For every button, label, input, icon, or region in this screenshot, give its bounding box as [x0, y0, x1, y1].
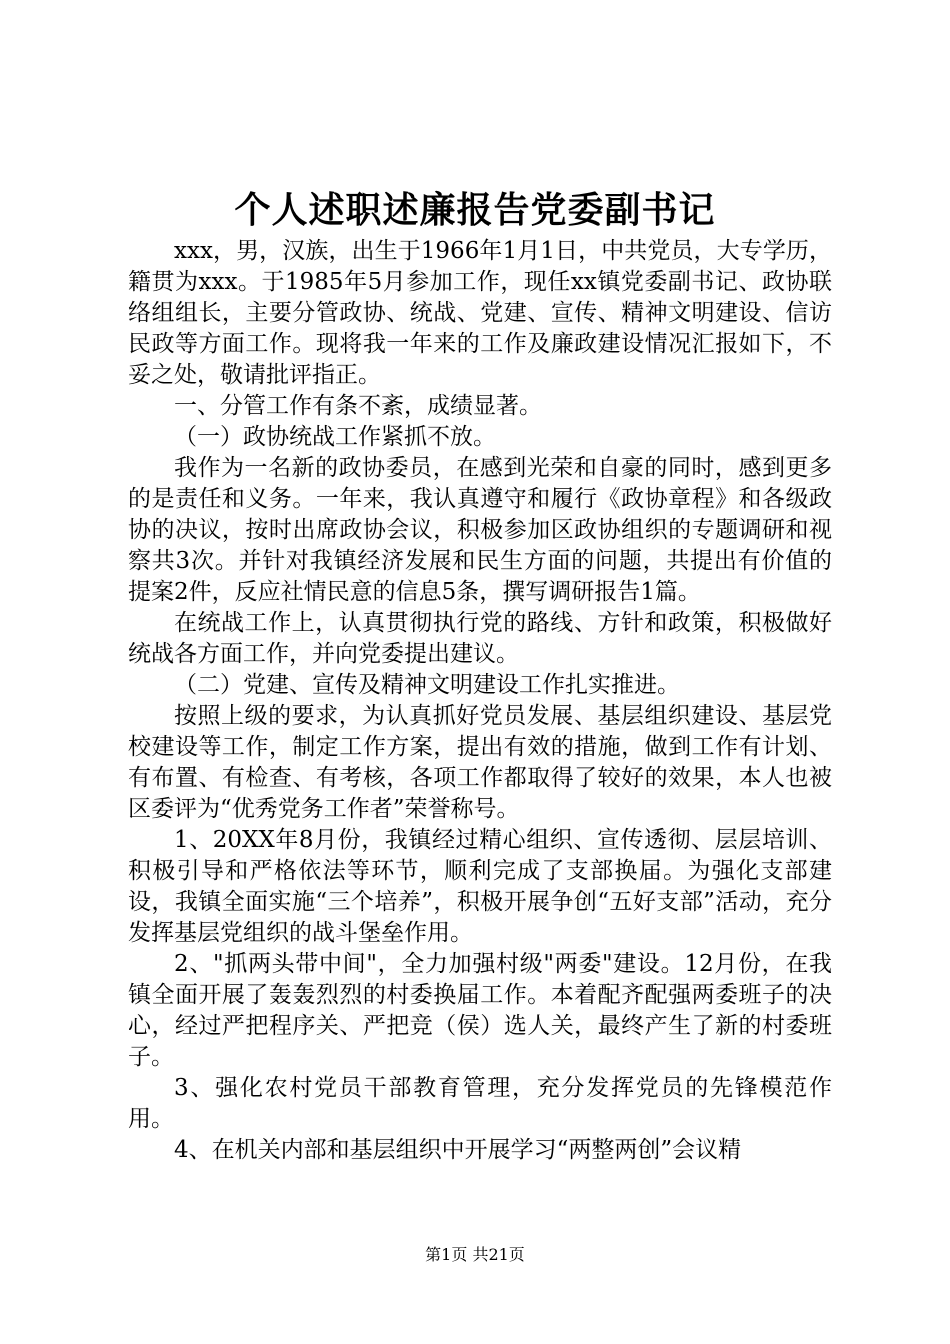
paragraph-intro: xxx，男，汉族，出生于1966年1月1日，中共党员，大专学历，籍贯为xxx。于1985年5月参加工作，现任xx镇党委副书记、政协联络组组长，主要分管政协、统战、党建、宣传、精神文明建设、信访民政等方面工作。现将我一年来的工作及廉政建设情况汇报如下，不妥之处，敬请批评指正。: [128, 238, 832, 388]
paragraph: 在统战工作上，认真贯彻执行党的路线、方针和政策，积极做好统战各方面工作，并向党委提出建议。: [128, 610, 832, 667]
list-item: 3、强化农村党员干部教育管理，充分发挥党员的先锋模范作用。: [128, 1075, 832, 1132]
list-item: 2、"抓两头带中间"，全力加强村级"两委"建设。12月份，在我镇全面开展了轰轰烈烈的村委换届工作。本着配齐配强两委班子的决心，经过严把程序关、严把竞（侯）选人关，最终产生了新的村委班子。: [128, 951, 832, 1070]
document-body: [128, 236, 832, 1166]
document-title: 个人述职述廉报告党委副书记: [234, 189, 716, 231]
section-heading-1: 一、分管工作有条不紊，成绩显著。: [174, 393, 542, 419]
subsection-heading-2: （二）党建、宣传及精神文明建设工作扎实推进。: [174, 672, 680, 698]
list-item: 1、20XX年8月份，我镇经过精心组织、宣传透彻、层层培训、积极引导和严格依法等环节，顺利完成了支部换届。为强化支部建设，我镇全面实施“三个培养”，积极开展争创“五好支部”活动，充分发挥基层党组织的战斗堡垒作用。: [128, 827, 832, 946]
list-item: 4、在机关内部和基层组织中开展学习“两整两创”会议精: [174, 1137, 742, 1163]
paragraph: 按照上级的要求，为认真抓好党员发展、基层组织建设、基层党校建设等工作，制定工作方案，提出有效的措施，做到工作有计划、有布置、有检查、有考核，各项工作都取得了较好的效果，本人也被区委评为“优秀党务工作者”荣誉称号。: [128, 703, 832, 822]
subsection-heading-1: （一）政协统战工作紧抓不放。: [174, 424, 496, 450]
paragraph: 我作为一名新的政协委员，在感到光荣和自豪的同时，感到更多的是责任和义务。一年来，我认真遵守和履行《政协章程》和各级政协的决议，按时出席政协会议，积极参加区政协组织的专题调研和视察共3次。并针对我镇经济发展和民生方面的问题，共提出有价值的提案2件，反应社情民意的信息5条，撰写调研报告1篇。: [128, 455, 832, 605]
page-number: 第1页 共21页: [425, 1245, 525, 1264]
